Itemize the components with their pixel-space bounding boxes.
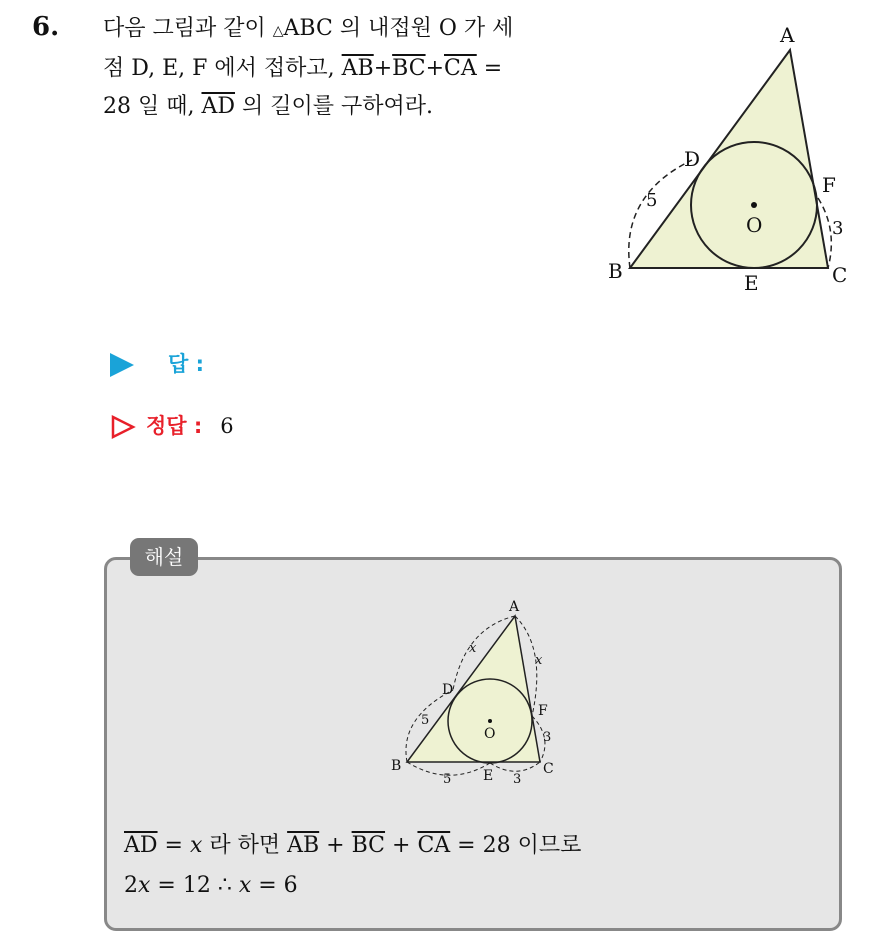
plus-sign: + [373, 56, 393, 81]
arc-ec [490, 762, 540, 771]
sol-var-x: x [138, 873, 151, 898]
question-line2: 점 D, E, F 에서 접하고, [103, 56, 342, 81]
sol-label-e: E [483, 768, 494, 784]
sol-label-a: A [509, 599, 520, 615]
sol-text-mid: 라 하면 [202, 833, 288, 858]
segment-bc: $\overline{BC}$ [392, 56, 426, 81]
correct-answer-row [110, 410, 234, 440]
sol-plus: + [385, 833, 418, 858]
question-line1-rest: ABC 의 내접원 O 가 세 [283, 16, 514, 41]
question-line1: 다음 그림과 같이 [103, 16, 273, 41]
sol-segment-ad: $\overline{AD}$ [124, 833, 158, 858]
sol-segment-ab: $\overline{AB}$ [287, 833, 320, 858]
correct-label: 정답 : [146, 414, 203, 438]
solution-text [124, 826, 581, 906]
sol-label-d: D [442, 682, 454, 698]
sol-line1-end: = 28 이므로 [450, 833, 582, 858]
question-line3-rest: 의 길이를 구하여라. [235, 94, 434, 119]
solution-figure [385, 598, 565, 790]
sol-length-af: x [535, 653, 543, 668]
sol-length-ad: x [469, 641, 477, 656]
sol-label-b: B [391, 758, 402, 774]
label-a: A [780, 23, 795, 47]
sol-line2-mid: = 12 ∴ [150, 873, 239, 898]
sol-length-be: 5 [443, 772, 452, 787]
solution-tab: 해설 [130, 538, 198, 576]
sol-label-f: F [538, 703, 548, 719]
solution-triangle [407, 616, 540, 762]
triangle-symbol: △ [272, 23, 284, 39]
length-fc: 3 [832, 218, 844, 239]
sol-segment-ca: $\overline{CA}$ [417, 833, 451, 858]
segment-ad: $\overline{AD}$ [201, 94, 236, 119]
solution-center-point [488, 719, 492, 723]
segment-ca: $\overline{CA}$ [444, 56, 477, 81]
equals-sign: = [476, 56, 503, 81]
sol-label-c: C [543, 761, 554, 777]
label-e: E [744, 271, 759, 295]
sol-segment-bc: $\overline{BC}$ [351, 833, 386, 858]
correct-value: 6 [220, 414, 234, 438]
sol-var-x: x [189, 833, 203, 858]
outline-triangle-icon [110, 414, 136, 440]
play-triangle-icon [110, 353, 134, 377]
sol-equals: = [157, 833, 190, 858]
question-number: 6. [32, 12, 60, 42]
label-d: D [684, 147, 701, 171]
question-line3: 28 일 때, [103, 94, 202, 119]
answer-row [110, 348, 204, 378]
question-text [103, 10, 583, 126]
triangle-figure [600, 20, 870, 300]
sol-line2-end: = 6 [251, 873, 298, 898]
sol-label-o: O [484, 726, 496, 742]
sol-length-bd: 5 [421, 713, 430, 728]
sol-length-ec: 3 [513, 772, 522, 787]
segment-ab: $\overline{AB}$ [341, 56, 374, 81]
length-bd: 5 [646, 190, 658, 211]
sol-length-fc: 3 [543, 730, 552, 745]
label-b: B [608, 259, 623, 283]
sol-line2-coef: 2 [124, 873, 138, 898]
label-o: O [746, 213, 763, 237]
plus-sign: + [425, 56, 444, 81]
answer-label: 답 : [168, 352, 204, 376]
label-f: F [822, 173, 836, 197]
label-c: C [832, 263, 848, 287]
sol-plus: + [319, 833, 352, 858]
center-point [751, 202, 757, 208]
sol-var-x: x [238, 873, 252, 898]
